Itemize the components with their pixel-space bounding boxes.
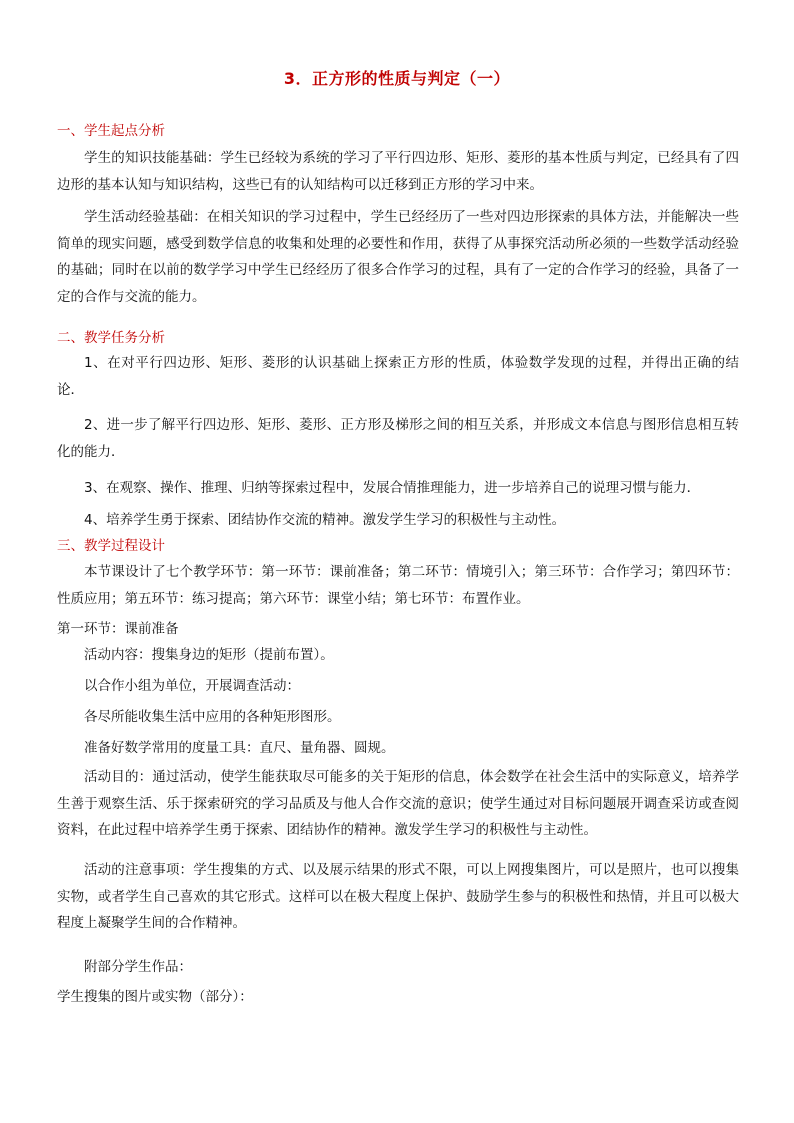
paragraph-activity-notes: 活动的注意事项：学生搜集的方式、以及展示结果的形式不限，可以上网搜集图片，可以是照片，也可以搜集实物，或者学生自己喜欢的其它形式。这样可以在极大程度上保护、鼓励学生参与的积极性和热情，并且可以极大程度上凝聚学生间的合作精神。 <box>57 862 739 931</box>
page-title: 3．正方形的性质与判定（一） <box>283 69 511 88</box>
collect-rectangles-line: 各尽所能收集生活中应用的各种矩形图形。 <box>84 709 341 725</box>
task-item-4: 4、培养学生勇于探索、团结协作交流的精神。激发学生学习的积极性与主动性。 <box>84 512 566 528</box>
paragraph-activity-experience: 学生活动经验基础：在相关知识的学习过程中，学生已经经历了一些对四边形探索的具体方法，并能解决一些简单的现实问题，感受到数学信息的收集和处理的必要性和作用，获得了从事探究活动所必须的一些数学活动经验的基础；同时在以前的数学学习中学生已经经历了很多合作学习的过程，具有了一定的合作学习的经验，具备了一定的合作与交流的能力。 <box>57 209 739 305</box>
group-activity-line: 以合作小组为单位，开展调查活动： <box>84 678 300 694</box>
measuring-tools-line: 准备好数学常用的度量工具：直尺、量角器、圆规。 <box>84 740 395 756</box>
paragraph-seven-steps: 本节课设计了七个教学环节：第一环节：课前准备；第二环节：情境引入；第三环节：合作学习；第四环节：性质应用；第五环节：练习提高；第六环节：课堂小结；第七环节：布置作业。 <box>57 564 739 607</box>
section-heading-student-analysis: 一、学生起点分析 <box>57 123 165 139</box>
paragraph-knowledge-basis: 学生的知识技能基础：学生已经较为系统的学习了平行四边形、矩形、菱形的基本性质与判定，已经具有了四边形的基本认知与知识结构，这些已有的认知结构可以迁移到正方形的学习中来。 <box>57 150 739 193</box>
task-item-3: 3、在观察、操作、推理、归纳等探索过程中，发展合情推理能力，进一步培养自己的说理习惯与能力． <box>84 480 701 496</box>
section-heading-task-analysis: 二、教学任务分析 <box>57 330 165 346</box>
step-1-label: 第一环节：课前准备 <box>57 621 179 637</box>
task-item-2: 2、进一步了解平行四边形、矩形、菱形、正方形及梯形之间的相互关系，并形成文本信息与图形信息相互转化的能力． <box>57 417 739 460</box>
attached-works-line: 附部分学生作品： <box>84 959 192 975</box>
collected-items-line: 学生搜集的图片或实物（部分）： <box>57 989 253 1005</box>
activity-content: 活动内容：搜集身边的矩形（提前布置）。 <box>84 647 334 663</box>
paragraph-activity-purpose: 活动目的：通过活动，使学生能获取尽可能多的关于矩形的信息，体会数学在社会生活中的实际意义，培养学生善于观察生活、乐于探索研究的学习品质及与他人合作交流的意识；使学生通过对目标问题展开调查采访或查阅资料，在此过程中培养学生勇于探索、团结协作的精神。激发学生学习的积极性与主动性。 <box>57 769 739 838</box>
section-heading-process-design: 三、教学过程设计 <box>57 538 165 554</box>
task-item-1: 1、在对平行四边形、矩形、菱形的认识基础上探索正方形的性质，体验数学发现的过程，并得出正确的结论． <box>57 355 739 398</box>
